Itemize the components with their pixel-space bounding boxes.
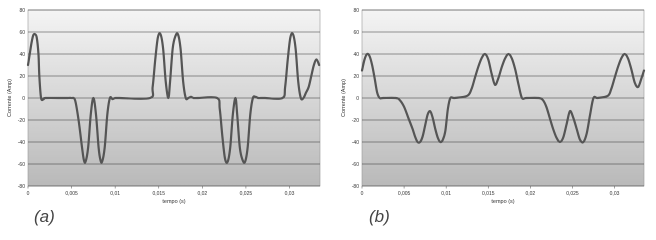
y-tick-label: -60: [17, 161, 25, 168]
x-tick-label: 0,015: [152, 191, 166, 197]
y-tick-label: -20: [351, 117, 359, 124]
chart-a: [7, 8, 320, 205]
x-tick-label: 0,01: [441, 191, 452, 197]
y-tick-label: 20: [19, 73, 25, 80]
x-tick-label: 0,005: [397, 191, 411, 197]
x-axis-label: tempo (s): [491, 199, 515, 205]
y-axis-label: Corrente (Amp): [7, 79, 13, 117]
y-tick-label: -40: [351, 139, 359, 146]
y-tick-label: 0: [22, 95, 25, 102]
y-tick-label: 20: [353, 73, 359, 80]
x-tick-label: 0,025: [566, 191, 579, 197]
x-tick-label: 0,025: [239, 191, 253, 197]
y-tick-label: 40: [19, 51, 25, 58]
x-tick-label: 0,02: [525, 191, 536, 197]
y-tick-label: 40: [353, 51, 359, 58]
y-axis-label: Corrente (Amp): [341, 79, 347, 117]
x-tick-label: 0,02: [197, 191, 208, 197]
y-tick-label: -80: [351, 183, 359, 190]
y-tick-label: 80: [353, 7, 359, 14]
x-tick-label: 0,015: [482, 191, 495, 197]
x-axis-label: tempo (s): [162, 199, 186, 205]
chart-b: [341, 8, 644, 205]
x-tick-label: 0,03: [284, 191, 295, 197]
x-tick-label: 0: [26, 191, 30, 197]
caption-a: (a): [34, 207, 55, 226]
y-tick-label: 60: [19, 29, 25, 36]
y-tick-label: -80: [17, 183, 25, 190]
y-tick-label: 60: [353, 29, 359, 36]
y-tick-label: 80: [19, 7, 25, 14]
x-tick-label: 0,005: [65, 191, 78, 197]
y-tick-label: -60: [351, 161, 359, 168]
y-tick-label: 0: [356, 95, 359, 102]
x-tick-label: 0: [360, 191, 364, 197]
x-tick-label: 0,03: [609, 191, 620, 197]
y-tick-label: -20: [17, 117, 25, 124]
x-tick-label: 0,01: [110, 191, 121, 197]
caption-b: (b): [369, 207, 390, 226]
y-tick-label: -40: [17, 139, 25, 146]
